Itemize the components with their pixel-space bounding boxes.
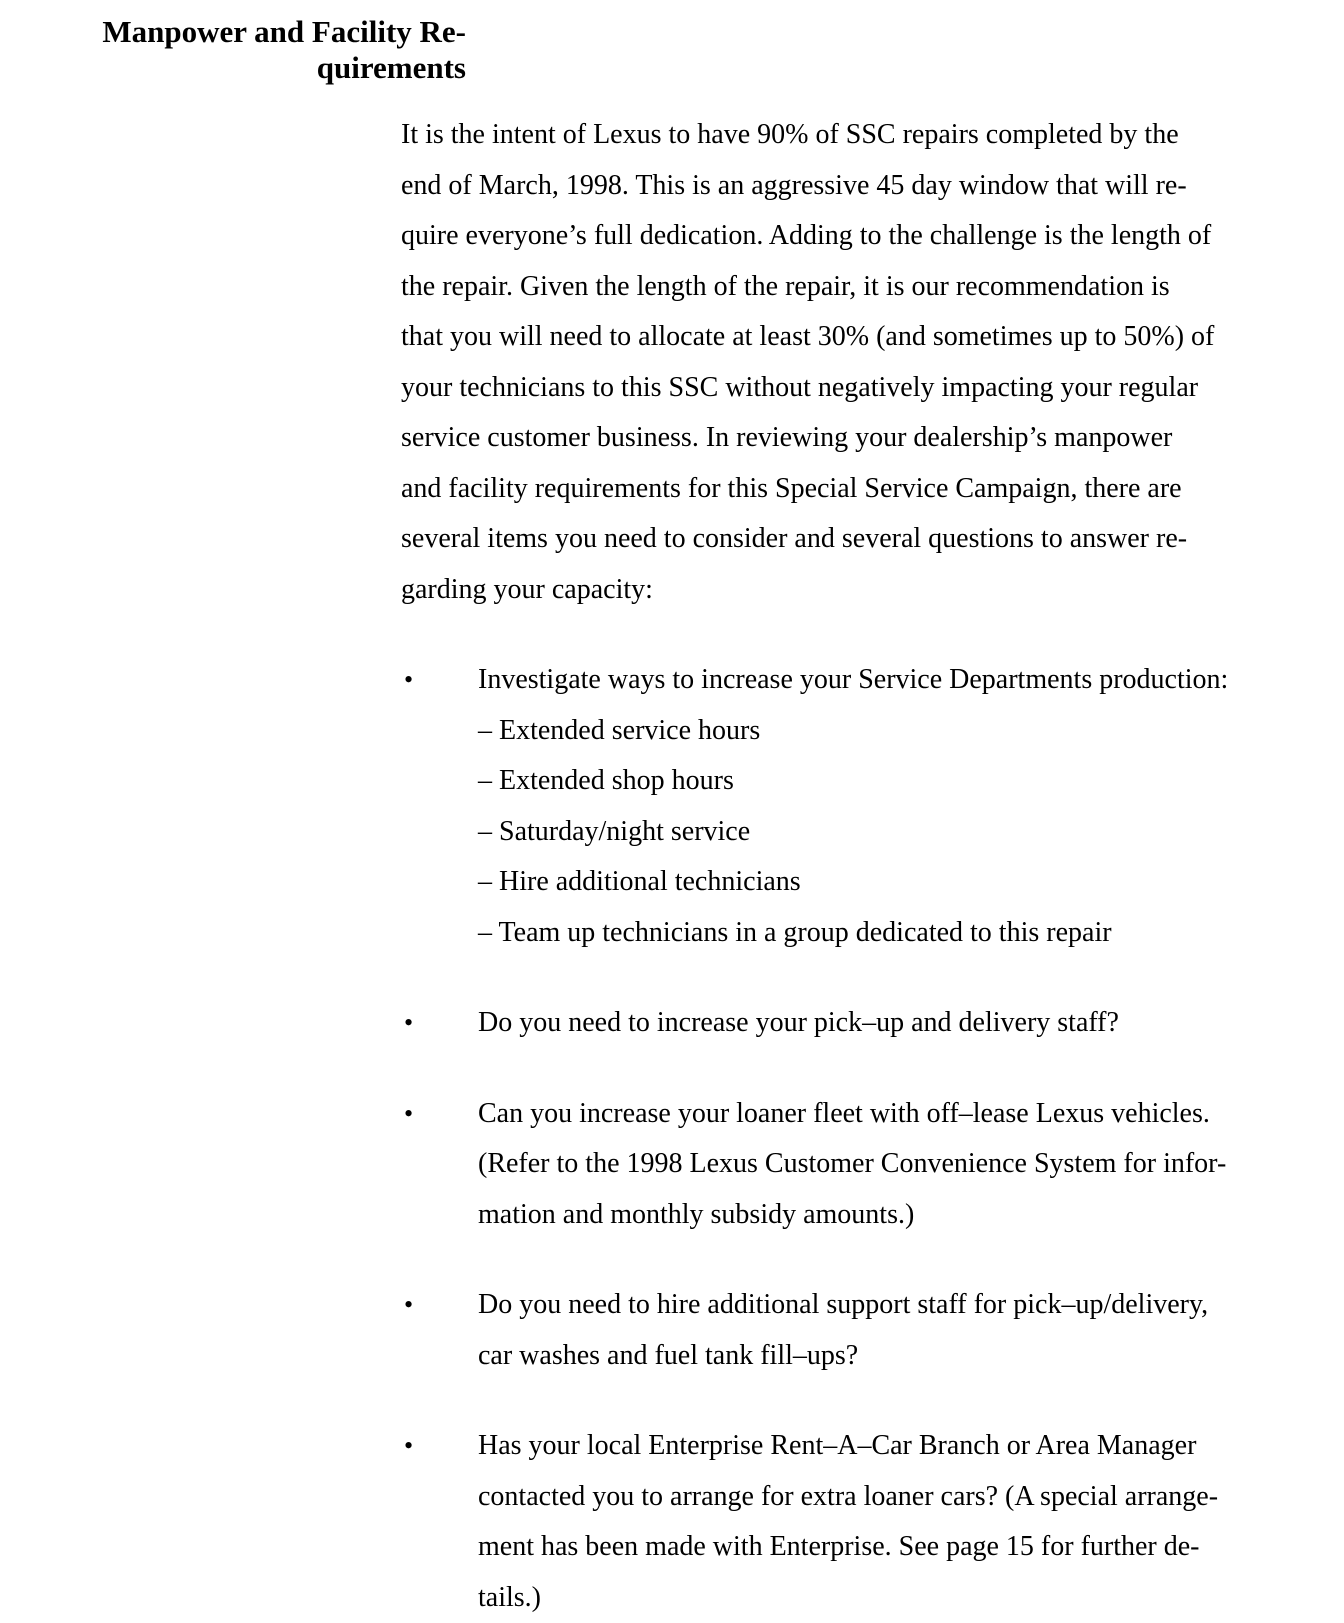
sub-list-item: – Team up technicians in a group dedicated to this repair	[478, 908, 1321, 959]
bullet-icon: •	[404, 1089, 413, 1140]
intro-line: several items you need to consider and several questions to answer re-	[401, 514, 1321, 565]
bullet-icon: •	[404, 1280, 413, 1331]
list-item-text: tails.)	[478, 1573, 1321, 1623]
sub-list-item: – Hire additional technicians	[478, 857, 1321, 908]
heading-line-2: quirements	[60, 50, 466, 86]
bullet-icon: •	[404, 998, 413, 1049]
list-item	[401, 1280, 1321, 1381]
intro-line: service customer business. In reviewing your dealership’s manpower	[401, 413, 1321, 464]
list-item-text: Can you increase your loaner fleet with off–lease Lexus vehicles.	[478, 1089, 1321, 1140]
list-item-text: Has your local Enterprise Rent–A–Car Branch or Area Manager	[478, 1421, 1321, 1472]
list-item	[401, 655, 1321, 958]
list-item-text: ment has been made with Enterprise. See page 15 for further de-	[478, 1522, 1321, 1573]
list-item	[401, 998, 1321, 1049]
intro-line: end of March, 1998. This is an aggressive 45 day window that will re-	[401, 161, 1321, 212]
section-body	[401, 110, 1321, 1623]
list-item-text: contacted you to arrange for extra loaner cars? (A special arrange-	[478, 1472, 1321, 1523]
list-item	[401, 1089, 1321, 1241]
intro-line: your technicians to this SSC without negatively impacting your regular	[401, 363, 1321, 414]
list-item-text: Investigate ways to increase your Service Departments production:	[478, 655, 1321, 706]
list-item-text: (Refer to the 1998 Lexus Customer Convenience System for infor-	[478, 1139, 1321, 1190]
list-item-text: Do you need to hire additional support staff for pick–up/delivery,	[478, 1280, 1321, 1331]
sub-list-item: – Saturday/night service	[478, 807, 1321, 858]
sub-list-item: – Extended service hours	[478, 706, 1321, 757]
intro-line: garding your capacity:	[401, 565, 1321, 616]
sub-list-item: – Extended shop hours	[478, 756, 1321, 807]
section-heading	[60, 14, 466, 86]
intro-line: the repair. Given the length of the repair, it is our recommendation is	[401, 262, 1321, 313]
intro-line: that you will need to allocate at least 30% (and sometimes up to 50%) of	[401, 312, 1321, 363]
list-item-text: mation and monthly subsidy amounts.)	[478, 1190, 1321, 1241]
intro-line: and facility requirements for this Special Service Campaign, there are	[401, 464, 1321, 515]
heading-line-1: Manpower and Facility Re-	[60, 14, 466, 50]
bullet-icon: •	[404, 1421, 413, 1472]
requirements-list	[401, 655, 1321, 1623]
list-item-text: Do you need to increase your pick–up and delivery staff?	[478, 998, 1321, 1049]
intro-paragraph	[401, 110, 1321, 615]
list-item-text: car washes and fuel tank fill–ups?	[478, 1331, 1321, 1382]
intro-line: quire everyone’s full dedication. Adding to the challenge is the length of	[401, 211, 1321, 262]
list-item	[401, 1421, 1321, 1623]
intro-line: It is the intent of Lexus to have 90% of SSC repairs completed by the	[401, 110, 1321, 161]
bullet-icon: •	[404, 655, 413, 706]
